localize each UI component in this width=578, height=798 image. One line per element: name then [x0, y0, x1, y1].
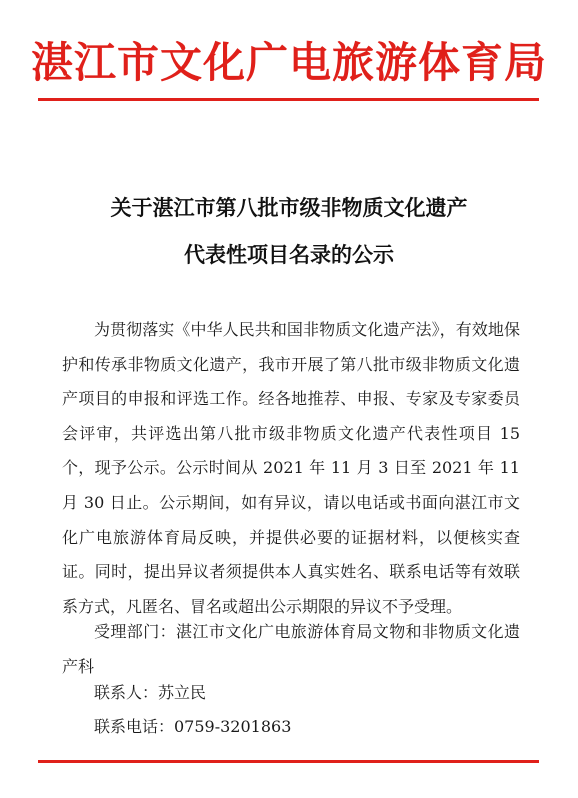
document-title-line-2: 代表性项目名录的公示 [184, 242, 394, 267]
footer-red-rule [38, 760, 539, 763]
org-header-title: 湛江市文化广电旅游体育局 [30, 38, 547, 87]
receiving-department: 受理部门：湛江市文化广电旅游体育局文物和非物质文化遗产科 [62, 622, 520, 676]
announcement-paragraph: 为贯彻落实《中华人民共和国非物质文化遗产法》，有效地保护和传承非物质文化遗产，我市开展了第八批市级非物质文化遗产项目的申报和评选工作。经各地推荐、申报、专家及专家委员会评审，共评选出第八批市级非物质文化遗产代表性项目 15 个，现予公示。公示时间从 2021 年 11 月 3 日至 2021 年 11 月 30 日止。公示期间，如有异议，请以电话或书面向湛江市文化广电旅游体育局反映，并提供必要的证据材料，以便核实查证。同时，提出异议者须提供本人真实姓名、联系电话等有效联系方式，凡匿名、冒名或超出公示期限的异议不予受理。 [62, 320, 520, 616]
contact-person: 联系人：苏立民 [94, 683, 207, 702]
header-red-rule [38, 98, 539, 101]
document-title-line-1: 关于湛江市第八批市级非物质文化遗产 [110, 195, 468, 220]
contact-phone: 联系电话：0759-3201863 [94, 717, 292, 736]
